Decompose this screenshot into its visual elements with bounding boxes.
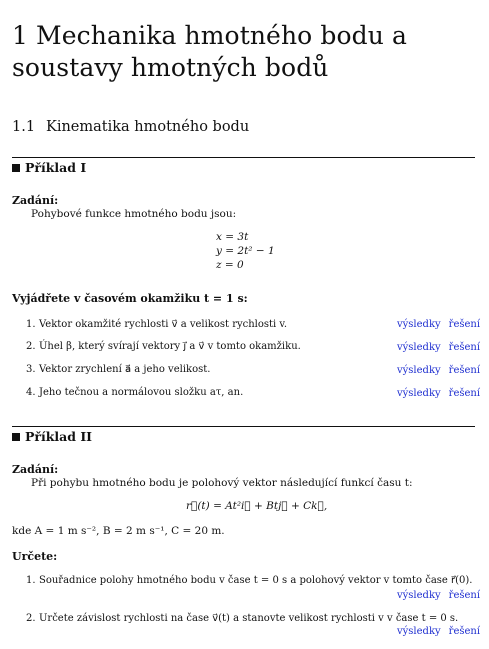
example-1-item-2-links bbox=[397, 342, 480, 353]
results-link[interactable]: výsledky bbox=[397, 319, 441, 330]
example-1-item-4 bbox=[26, 387, 243, 398]
item-number: 2. bbox=[26, 613, 36, 624]
solution-link[interactable]: řešení bbox=[448, 590, 481, 601]
results-link[interactable]: výsledky bbox=[397, 626, 441, 637]
example-2-top-rule bbox=[12, 426, 475, 427]
example-2-item-1 bbox=[26, 575, 473, 586]
example-2-prompt: Určete: bbox=[12, 550, 58, 563]
item-text: Jeho tečnou a normálovou složku aτ, an. bbox=[39, 387, 244, 398]
results-link[interactable]: výsledky bbox=[397, 342, 441, 353]
solution-link[interactable]: řešení bbox=[448, 319, 481, 330]
example-2-item-1-links bbox=[397, 590, 480, 601]
solution-link[interactable]: řešení bbox=[448, 388, 481, 399]
example-1-item-1 bbox=[26, 319, 287, 330]
example-2-intro: Při pohybu hmotného bodu je polohový vektor následující funkcí času t: bbox=[31, 477, 413, 489]
section-heading bbox=[12, 119, 249, 135]
solution-link[interactable]: řešení bbox=[448, 365, 481, 376]
example-1-item-3-links bbox=[397, 365, 480, 376]
example-2-task-label: Zadání: bbox=[12, 463, 59, 476]
example-2-constants: kde A = 1 m s⁻², B = 2 m s⁻¹, C = 20 m. bbox=[12, 525, 225, 537]
solution-link[interactable]: řešení bbox=[448, 626, 481, 637]
results-link[interactable]: výsledky bbox=[397, 365, 441, 376]
example-2-item-2 bbox=[26, 613, 458, 624]
position-vector-equation: r⃗(t) = At²i⃗ + Btj⃗ + Ck⃗, bbox=[186, 500, 328, 512]
example-1-heading-text: Příklad I bbox=[25, 160, 87, 175]
example-2-heading bbox=[12, 429, 92, 444]
section-title: Kinematika hmotného bodu bbox=[46, 119, 250, 135]
item-text: Souřadnice polohy hmotného bodu v čase t = 0 s a polohový vektor v tomto čase r⃗(0). bbox=[39, 575, 473, 586]
example-1-item-1-links bbox=[397, 319, 480, 330]
square-bullet-icon bbox=[12, 164, 20, 172]
item-number: 4. bbox=[26, 387, 36, 398]
example-1-item-4-links bbox=[397, 388, 480, 399]
results-link[interactable]: výsledky bbox=[397, 590, 441, 601]
example-1-item-3 bbox=[26, 364, 210, 375]
item-text: Vektor zrychlení a⃗ a jeho velikost. bbox=[39, 364, 211, 375]
example-1-top-rule bbox=[12, 157, 475, 158]
results-link[interactable]: výsledky bbox=[397, 388, 441, 399]
equation-y: y = 2t² − 1 bbox=[216, 245, 275, 257]
equation-x: x = 3t bbox=[216, 231, 249, 243]
item-number: 1. bbox=[26, 575, 36, 586]
example-1-heading bbox=[12, 160, 86, 175]
item-text: Určete závislost rychlosti na čase v⃗(t) a stanovte velikost rychlosti v v čase t = 0 s. bbox=[39, 613, 459, 624]
example-1-item-2 bbox=[26, 341, 301, 352]
example-1-task-label: Zadání: bbox=[12, 194, 59, 207]
section-number: 1.1 bbox=[12, 119, 36, 135]
item-text: Vektor okamžité rychlosti v⃗ a velikost rychlosti v. bbox=[39, 319, 288, 330]
example-1-intro: Pohybové funkce hmotného bodu jsou: bbox=[31, 208, 237, 220]
item-number: 3. bbox=[26, 364, 36, 375]
solution-link[interactable]: řešení bbox=[448, 342, 481, 353]
example-1-prompt: Vyjádřete v časovém okamžiku t = 1 s: bbox=[12, 292, 248, 305]
square-bullet-icon bbox=[12, 433, 20, 441]
item-text: Úhel β, který svírají vektory j⃗ a v⃗ v tomto okamžiku. bbox=[39, 341, 301, 352]
example-2-item-2-links bbox=[397, 626, 480, 637]
item-number: 2. bbox=[26, 341, 36, 352]
item-number: 1. bbox=[26, 319, 36, 330]
equation-z: z = 0 bbox=[216, 259, 244, 271]
example-2-heading-text: Příklad II bbox=[25, 429, 93, 444]
chapter-title: 1 Mechanika hmotného bodu a soustavy hmotných bodů bbox=[12, 21, 407, 82]
